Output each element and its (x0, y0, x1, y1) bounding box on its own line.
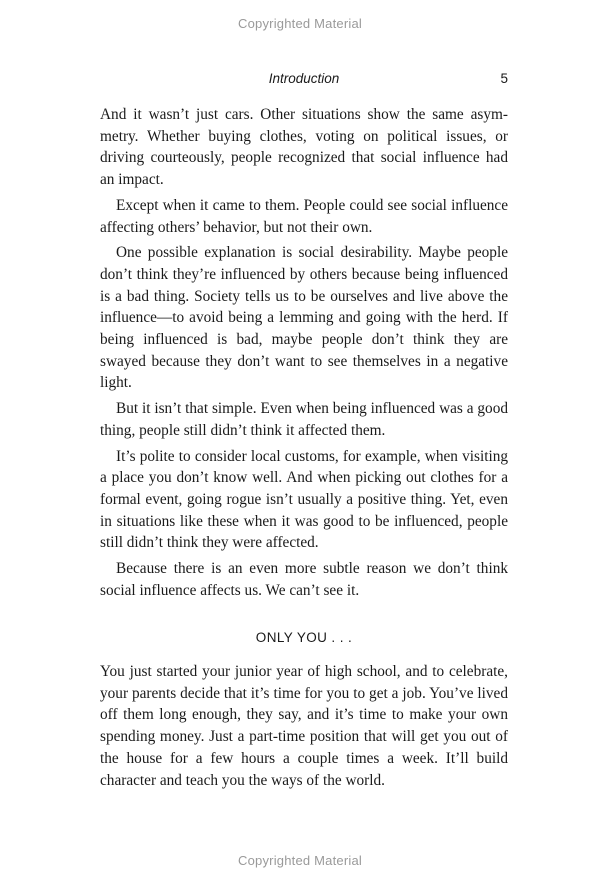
copyright-watermark-top: Copyrighted Material (238, 16, 362, 31)
paragraph: Because there is an even more subtle reason we don’t think social influence affects us. We can’t see it. (100, 560, 508, 599)
section-body-text (100, 661, 508, 791)
copyright-watermark-bottom: Copyrighted Material (238, 853, 362, 868)
paragraph: Except when it came to them. People could see social influence affecting others’ behavior, but not their own. (100, 196, 508, 236)
paragraph: But it isn’t that simple. Even when being influenced was a good thing, people still didn’t think it affected them. (100, 400, 508, 439)
paragraph: One possible explanation is social desirability. Maybe people don’t think they’re influenced by others because being influenced is a bad thing. Society tells us to be ourselves and live above the influence—to avoid being a lemming and going with the herd. If being influenced is bad, maybe people don’t think they are swayed because they don’t want to see themselves in a negative light. (100, 244, 508, 392)
page-number: 5 (500, 71, 508, 86)
section-heading: ONLY YOU . . . (255, 630, 353, 645)
paragraph: It’s polite to consider local customs, for example, when visiting a place you don’t know well. And when picking out clothes for a formal event, going rogue isn’t usually a positive thing. Yet, even in situations like these when it was good to be influenced, people still didn’t think they were affected. (100, 447, 508, 552)
paragraph: And it wasn’t just cars. Other situations show the same asymmetry. Whether buying clothes, voting on political issues, or driving courteously, people recognized that social influence had an impact. (100, 106, 508, 189)
chapter-title: Introduction (268, 71, 340, 86)
paragraph: You just started your junior year of high school, and to celebrate, your parents decide that it’s time for you to get a job. You’ve lived off them long enough, they say, and it’s time to make your own spending money. Just a part-time position that will get you out of the house for a few hours a couple times a week. It’ll build character and teach you the ways of the world. (100, 663, 508, 789)
body-text (100, 104, 508, 601)
